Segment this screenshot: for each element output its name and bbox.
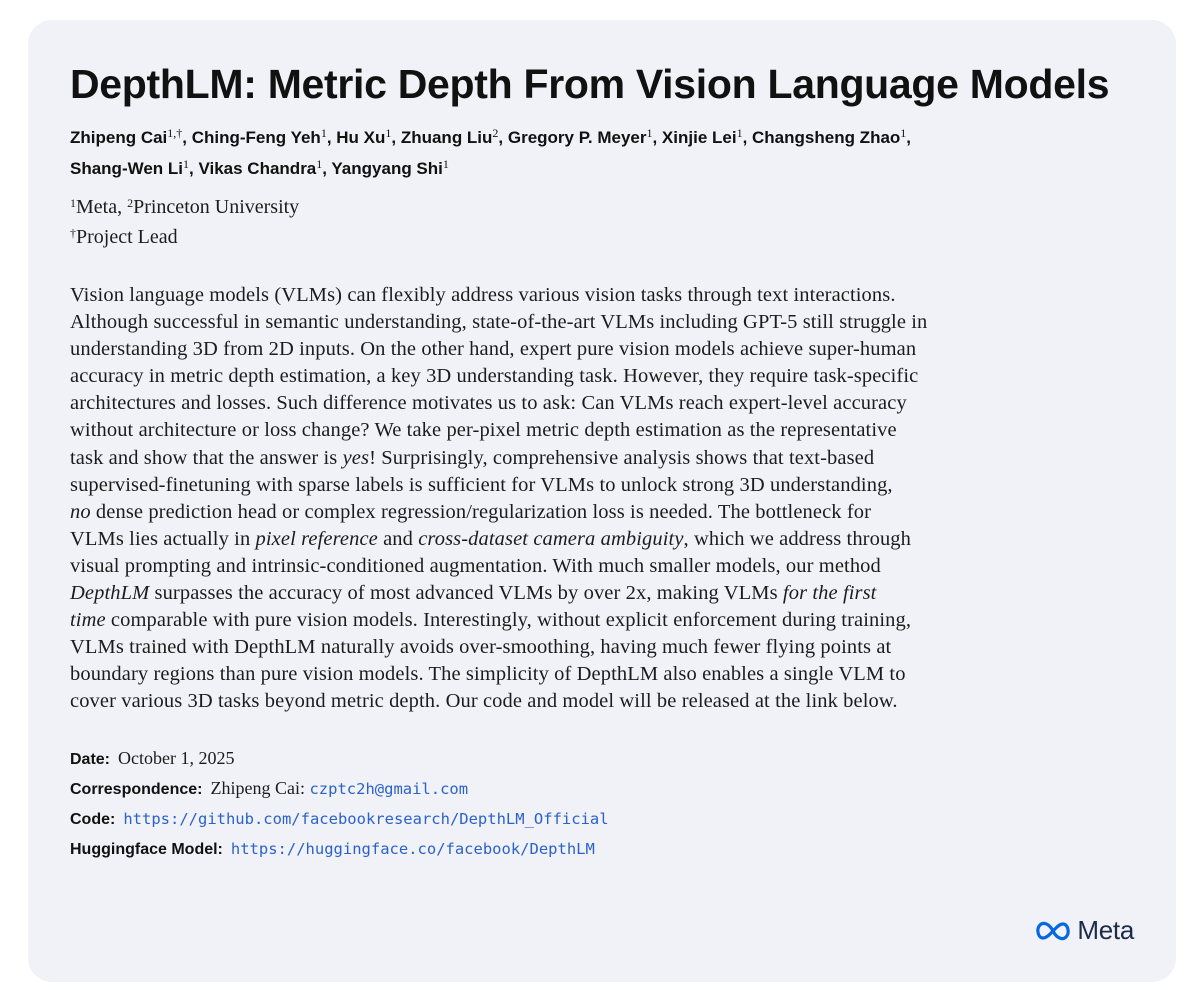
author-affiliation-mark: 1 bbox=[316, 157, 323, 171]
abstract-text: accuracy in metric depth estimation, a key 3D understanding task. However, they require task-specific bbox=[70, 365, 919, 388]
author-item bbox=[70, 159, 189, 178]
author-affiliation-mark: 1 bbox=[385, 126, 392, 140]
abstract-line bbox=[70, 661, 1134, 688]
abstract-emphasis: cross-dataset camera ambiguity bbox=[418, 527, 684, 550]
correspondence-name: Zhipeng Cai: bbox=[210, 777, 305, 798]
code-url-link[interactable]: https://github.com/facebookresearch/DepthLM_Official bbox=[123, 809, 609, 828]
date-label: Date: bbox=[70, 750, 111, 768]
huggingface-label: Huggingface Model: bbox=[70, 840, 223, 858]
abstract bbox=[70, 282, 1134, 716]
huggingface-row bbox=[70, 834, 1134, 864]
author-name: Changsheng Zhao bbox=[752, 128, 901, 147]
author-name: Zhuang Liu bbox=[400, 128, 493, 147]
abstract-emphasis: no bbox=[70, 500, 91, 523]
author-item bbox=[401, 128, 499, 147]
author-name: Shang-Wen Li bbox=[70, 159, 184, 178]
abstract-text: supervised-finetuning with sparse labels is sufficient for VLMs to unlock strong 3D understanding, bbox=[70, 473, 893, 496]
author-item bbox=[752, 128, 906, 147]
correspondence-email-link[interactable]: czptc2h@gmail.com bbox=[309, 779, 469, 798]
abstract-line bbox=[70, 417, 1134, 444]
paper-metadata bbox=[70, 744, 1134, 864]
abstract-emphasis: yes bbox=[342, 446, 370, 469]
meta-logo-text: Meta bbox=[1077, 915, 1134, 945]
author-affiliation-mark: 1 bbox=[736, 126, 743, 140]
abstract-line bbox=[70, 499, 1134, 526]
author-name: Ching-Feng Yeh bbox=[191, 128, 321, 147]
author-affiliation-mark: 1 bbox=[646, 126, 653, 140]
author-list: Zhipeng Cai$^{1,\dagger}$, Ching-Feng Yeh$^1$, Hu Xu$^1$, Zhuang Liu$^2$, Gregory P. Meyer$^1$, Xinjie Lei$^1$, Changsheng Zhao$^1$, Shang-Wen Li$^1$, Vikas Chandra$^1$, Yangyang Shi$^1$ bbox=[70, 126, 912, 178]
author-affiliation-mark: 1 bbox=[183, 157, 190, 171]
code-label: Code: bbox=[70, 810, 116, 828]
date-row bbox=[70, 744, 1134, 774]
huggingface-url-link[interactable]: https://huggingface.co/facebook/DepthLM bbox=[230, 839, 595, 858]
abstract-line bbox=[70, 336, 1134, 363]
author-item bbox=[331, 159, 448, 178]
author-item bbox=[662, 128, 743, 147]
author-name: Hu Xu bbox=[336, 128, 386, 147]
author-item bbox=[198, 159, 322, 178]
abstract-text: VLMs lies actually in bbox=[70, 527, 256, 550]
affiliation-line-institutions bbox=[70, 192, 1134, 222]
abstract-text: Although successful in semantic understanding, state-of-the-art VLMs including GPT-5 still struggle in bbox=[70, 311, 928, 334]
abstract-text: cover various 3D tasks beyond metric depth. Our code and model will be released at the link below. bbox=[70, 690, 898, 713]
affiliation-mark: † bbox=[70, 226, 76, 240]
abstract-emphasis: for the first bbox=[782, 582, 877, 605]
paper-title: DepthLM: Metric Depth From Vision Language Models bbox=[70, 61, 1110, 107]
author-item bbox=[508, 128, 653, 147]
author-item bbox=[336, 128, 391, 147]
abstract-emphasis: time bbox=[70, 609, 106, 632]
abstract-text: architectures and losses. Such difference motivates us to ask: Can VLMs reach expert-level accuracy bbox=[70, 392, 907, 415]
abstract-line bbox=[70, 390, 1134, 417]
abstract-text: , which we address through bbox=[683, 527, 912, 550]
paper-header-card bbox=[28, 20, 1176, 982]
author-name: Vikas Chandra bbox=[198, 159, 317, 178]
author-affiliation-mark: 2 bbox=[492, 126, 499, 140]
abstract-line bbox=[70, 363, 1134, 390]
abstract-line bbox=[70, 607, 1134, 634]
affiliation-text: Project Lead bbox=[76, 226, 178, 248]
affiliation-text: Meta, bbox=[76, 196, 128, 218]
affiliation-mark: 2 bbox=[127, 196, 134, 210]
author-name: Zhipeng Cai bbox=[70, 128, 168, 147]
author-affiliation-mark: 1 bbox=[442, 157, 449, 171]
author-name: Yangyang Shi bbox=[331, 159, 443, 178]
author-name: Xinjie Lei bbox=[661, 128, 737, 147]
abstract-text: boundary regions than pure vision models. The simplicity of DepthLM also enables a single VLM to bbox=[70, 663, 906, 686]
abstract-text: surpasses the accuracy of most advanced VLMs by over 2x, making VLMs bbox=[149, 582, 783, 605]
meta-logo bbox=[1035, 915, 1134, 946]
abstract-line bbox=[70, 580, 1134, 607]
abstract-text: without architecture or loss change? We take per-pixel metric depth estimation as the representative bbox=[70, 419, 897, 442]
code-row bbox=[70, 804, 1134, 834]
abstract-line bbox=[70, 445, 1134, 472]
author-affiliation-mark: 1,† bbox=[167, 126, 183, 140]
abstract-text: Vision language models (VLMs) can flexibly address various vision tasks through text interactions. bbox=[70, 284, 896, 306]
author-affiliation-mark: 1 bbox=[900, 126, 907, 140]
abstract-line bbox=[70, 634, 1134, 661]
abstract-emphasis: pixel reference bbox=[255, 527, 378, 550]
abstract-text: understanding 3D from 2D inputs. On the other hand, expert pure vision models achieve super-human bbox=[70, 338, 917, 361]
abstract-text: task and show that the answer is bbox=[70, 446, 343, 469]
abstract-emphasis: DepthLM bbox=[70, 582, 150, 605]
meta-infinity-icon bbox=[1035, 920, 1071, 942]
correspondence-row bbox=[70, 774, 1134, 804]
affiliation-line-project-lead bbox=[70, 222, 1134, 252]
abstract-text: dense prediction head or complex regression/regularization loss is needed. The bottleneck for bbox=[90, 500, 872, 523]
affiliation-text: Princeton University bbox=[133, 196, 300, 218]
author-item bbox=[70, 128, 182, 147]
author-affiliation-mark: 1 bbox=[320, 126, 327, 140]
correspondence-label: Correspondence: bbox=[70, 780, 203, 798]
affiliation-mark: 1 bbox=[70, 196, 76, 210]
abstract-line bbox=[70, 309, 1134, 336]
abstract-text: comparable with pure vision models. Interestingly, without explicit enforcement during training, bbox=[105, 609, 912, 632]
abstract-line bbox=[70, 688, 1134, 715]
author-item bbox=[192, 128, 327, 147]
affiliations bbox=[70, 192, 1134, 252]
date-value: October 1, 2025 bbox=[118, 747, 235, 768]
author-name: Gregory P. Meyer bbox=[507, 128, 647, 147]
abstract-text: visual prompting and intrinsic-conditioned augmentation. With much smaller models, our method bbox=[70, 554, 881, 577]
abstract-text: ! Surprisingly, comprehensive analysis shows that text-based bbox=[369, 446, 875, 469]
abstract-text: and bbox=[377, 527, 419, 550]
abstract-line bbox=[70, 472, 1134, 499]
abstract-line bbox=[70, 526, 1134, 553]
abstract-text: VLMs trained with DepthLM naturally avoids over-smoothing, having much fewer flying points at bbox=[70, 636, 892, 659]
abstract-line bbox=[70, 553, 1134, 580]
abstract-line bbox=[70, 282, 1134, 309]
